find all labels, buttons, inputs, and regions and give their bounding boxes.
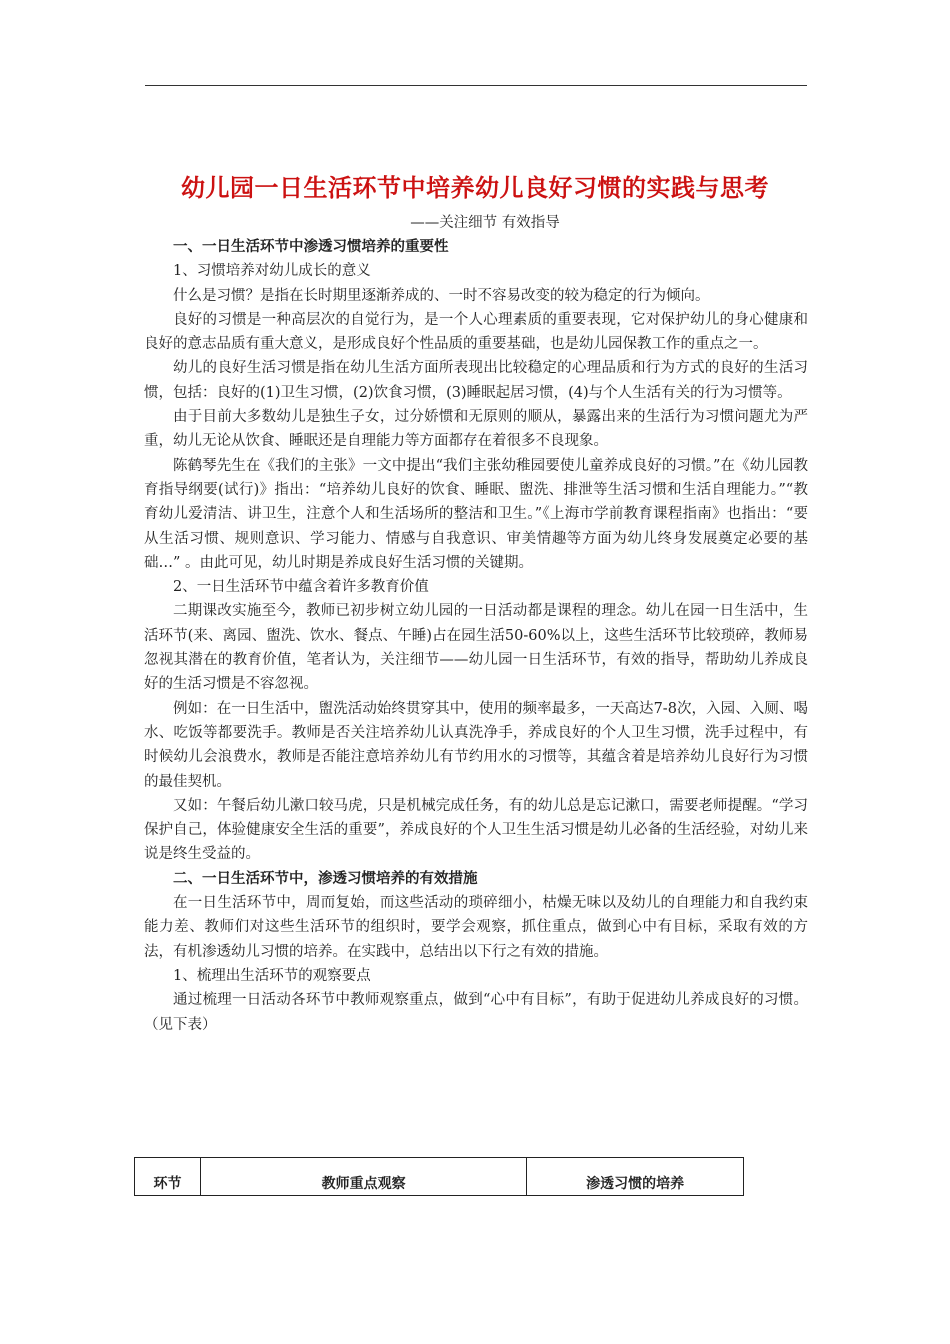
table-header-row [135,1158,744,1196]
body-paragraph: 幼儿的良好生活习惯是指在幼儿生活方面所表现出比较稳定的心理品质和行为方式的良好的生活习惯，包括：良好的(1)卫生习惯，(2)饮食习惯，(3)睡眠起居习惯，(4)与个人生活有关的行为习惯等。 [144,360,808,401]
body-paragraph: 1、梳理出生活环节的观察要点 [173,967,371,984]
table-header-cell: 环节 [135,1158,201,1196]
document-subtitle: ——关注细节 有效指导 [410,215,560,231]
section-heading: 二、一日生活环节中，渗透习惯培养的有效措施 [173,870,478,887]
table-header-cell: 渗透习惯的培养 [527,1158,744,1196]
document-body [144,235,808,1037]
body-paragraph: 陈鹤琴先生在《我们的主张》一文中提出“我们主张幼稚园要使儿童养成良好的习惯。”在《幼儿园教育指导纲要(试行)》指出：“培养幼儿良好的饮食、睡眠、盥洗、排泄等生活习惯和生活自理能力。”“教育幼儿爱清洁、讲卫生，注意个人和生活场所的整洁和卫生。”《上海市学前教育课程指南》也指出：“要从生活习惯、规则意识、学习能力、情感与自我意识、审美情趣等方面为幼儿终身发展奠定必要的基础…” 。由此可见，幼儿时期是养成良好生活习惯的关键期。 [144,457,808,571]
body-paragraph: 又如：午餐后幼儿漱口较马虎，只是机械完成任务，有的幼儿总是忘记漱口，需要老师提醒。“学习保护自己，体验健康安全生活的重要”，养成良好的个人卫生生活习惯是幼儿必备的生活经验，对幼儿来说是终生受益的。 [144,797,808,863]
body-paragraph: 良好的习惯是一种高层次的自觉行为，是一个人心理素质的重要表现，它对保护幼儿的身心健康和良好的意志品质有重大意义，是形成良好个性品质的重要基础，也是幼儿园保教工作的重点之一。 [144,311,808,353]
body-paragraph: 在一日生活环节中，周而复始，而这些活动的琐碎细小，枯燥无味以及幼儿的自理能力和自我约束能力差、教师们对这些生活环节的组织时，要学会观察，抓住重点，做到心中有目标，采取有效的方法，有机渗透幼儿习惯的培养。在实践中，总结出以下行之有效的措施。 [144,895,808,960]
body-paragraph: 由于目前大多数幼儿是独生子女，过分娇惯和无原则的顺从，暴露出来的生活行为习惯问题尤为严重，幼儿无论从饮食、睡眠还是自理能力等方面都存在着很多不良现象。 [144,409,808,450]
header-rule [145,85,807,86]
body-paragraph: 什么是习惯？是指在长时期里逐渐养成的、一时不容易改变的较为稳定的行为倾向。 [173,287,710,304]
body-paragraph: 2、一日生活环节中蕴含着许多教育价值 [173,579,429,596]
body-paragraph: 二期课改实施至今，教师已初步树立幼儿园的一日活动都是课程的理念。幼儿在园一日生活中，生活环节(来、离园、盥洗、饮水、餐点、午睡)占在园生活50-60%以上，这些生活环节比较琐碎，教师易忽视其潜在的教育价值，笔者认为，关注细节——幼儿园一日生活环节，有效的指导，帮助幼儿养成良好的生活习惯是不容忽视。 [144,603,808,693]
body-paragraph: 例如：在一日生活中，盥洗活动始终贯穿其中，使用的频率最多，一天高达7-8次，入园、入厕、喝水、吃饭等都要洗手。教师是否关注培养幼儿认真洗净手，养成良好的个人卫生习惯，洗手过程中，有时候幼儿会浪费水，教师是否能注意培养幼儿有节约用水的习惯等，其蕴含着是培养幼儿良好行为习惯的最佳契机。 [144,700,808,790]
section-heading: 一、一日生活环节中渗透习惯培养的重要性 [173,239,449,255]
document-title: 幼儿园一日生活环节中培养幼儿良好习惯的实践与思考 [181,174,769,202]
observation-table [134,1157,744,1196]
body-paragraph: 1、习惯培养对幼儿成长的意义 [173,263,371,280]
table-header-cell: 教师重点观察 [200,1158,526,1196]
body-paragraph: 通过梳理一日活动各环节中教师观察重点，做到“心中有目标”，有助于促进幼儿养成良好的习惯。（见下表） [144,992,808,1033]
